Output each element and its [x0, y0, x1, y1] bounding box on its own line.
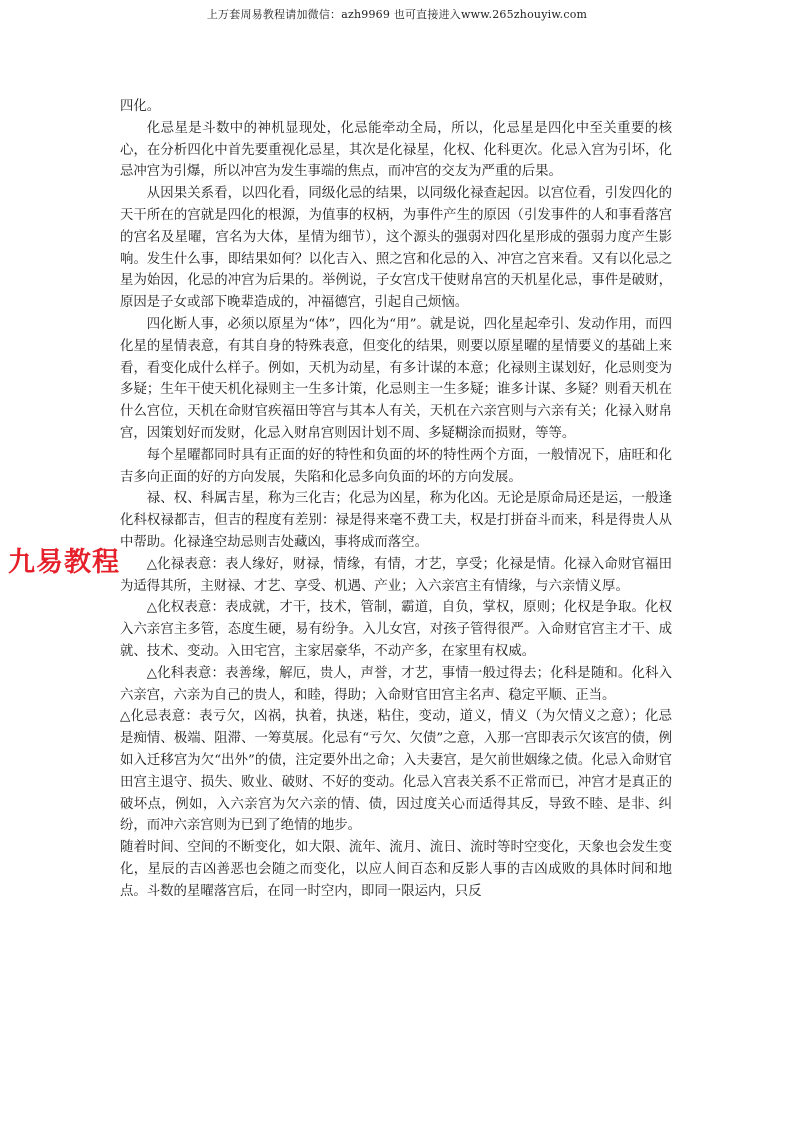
- page-header: 上万套周易教程请加微信：azh9969 也可直接进入www.265zhouyiw.com: [206, 8, 588, 21]
- paragraph: 四化。: [120, 99, 161, 114]
- paragraph: 化忌星是斗数中的神机显现处，化忌能牵动全局，所以，化忌星是四化中至关重要的核心，在分析四化中首先要重视化忌星，其次是化禄星，化权、化科更次。化忌入宫为引坏，化忌冲宫为引爆，所以冲宫为发生事端的焦点，而冲宫的交友为严重的后果。: [120, 120, 672, 180]
- paragraph: 从因果关系看，以四化看，同级化忌的结果，以同级化禄查起因。以宫位看，引发四化的天干所在的宫就是四化的根源，为值事的权柄，为事件产生的原因（引发事件的人和事看落宫的宫名及星曜，宫名为大体，星情为细节），这个源头的强弱对四化星形成的强弱力度产生影响。发生什么事，即结果如何？以化吉入、照之宫和化忌的入、冲宫之宫来看。又有以化忌之星为始因，化忌的冲宫为后果的。举例说，子女宫戊干使财帛宫的天机星化忌，事件是破财，原因是子女或部下晚辈造成的，冲福德宫，引起自己烦恼。: [120, 186, 672, 311]
- watermark-logo: 九易教程: [8, 547, 120, 578]
- paragraph: 四化断人事，必须以原星为“体”，四化为“用”。就是说，四化星起牵引、发动作用，而四化星的星情表意，有其自身的特殊表意，但变化的结果，则要以原星曜的星情要义的基础上来看，看变化成什么样子。例如，天机为动星，有多计谋的本意；化禄则主谋划好，化忌则变为多疑；生年干使天机化禄则主一生多计策，化忌则主一生多疑；谁多计谋、多疑？则看天机在什么宫位，天机在命财官疾福田等宫与其本人有关，天机在六亲宫则与六亲有关；化禄入财帛宫，因策划好而发财，化忌入财帛宫则因计划不周、多疑糊涂而损财，等等。: [120, 316, 672, 441]
- paragraph: 随着时间、空间的不断变化，如大限、流年、流月、流日、流时等时空变化，天象也会发生变化，星辰的吉凶善恶也会随之而变化，以应人间百态和反影人事的吉凶成败的具体时间和地点。斗数的星曜落宫后，在同一时空内，即同一限运内，只反: [120, 840, 672, 899]
- paragraph: △化科表意：表善缘，解厄，贵人，声誉，才艺，事情一般过得去；化科是随和。化科入六亲宫，六亲为自己的贵人，和睦，得助；入命财官田宫主名声、稳定平顺、正当。: [120, 665, 672, 703]
- document-body: [120, 96, 672, 902]
- paragraph: △化权表意：表成就，才干，技术，管制，霸道，自负，掌权，原则；化权是争取。化权入六亲宫主多管，态度生硬，易有纷争。入儿女宫，对孩子管得很严。入命财官宫主才干、成就、技术、变动。入田宅宫，主家居豪华，不动产多，在家里有权威。: [120, 600, 672, 659]
- paragraph: △化忌表意：表亏欠，凶祸，执着，执迷，粘住，变动，道义，情义（为欠情义之意）；化忌是痴情、极端、阻滞、一筹莫展。化忌有“亏欠、欠债”之意，入那一宫即表示欠该宫的债，例如入迁移宫为欠“出外”的债，注定要外出之命；入夫妻宫，是欠前世姻缘之债。化忌入命财官田宫主退守、损失、败业、破财、不好的变动。化忌入宫表关系不正常而已，冲宫才是真正的破坏点，例如，入六亲宫为欠六亲的情、债，因过度关心而适得其反，导致不睦、是非、纠纷，而冲六亲宫则为已到了绝情的地步。: [120, 709, 672, 834]
- paragraph: △化禄表意：表人缘好，财禄，情缘，有情，才艺，享受；化禄是情。化禄入命财官福田为适得其所，主财禄、才艺、享受、机遇、产业；入六亲宫主有情缘，与六亲情义厚。: [120, 556, 672, 594]
- paragraph: 禄、权、科属吉星，称为三化吉；化忌为凶星，称为化凶。无论是原命局还是运，一般逢化科权禄都吉，但吉的程度有差别：禄是得来毫不费工夫，权是打拼奋斗而来，科是得贵人从中帮助。化禄逢空劫忌则吉处藏凶，事将成而落空。: [120, 491, 672, 550]
- paragraph: 每个星曜都同时具有正面的好的特性和负面的坏的特性两个方面，一般情况下，庙旺和化吉多向正面的好的方向发展，失陷和化忌多向负面的坏的方向发展。: [120, 447, 672, 485]
